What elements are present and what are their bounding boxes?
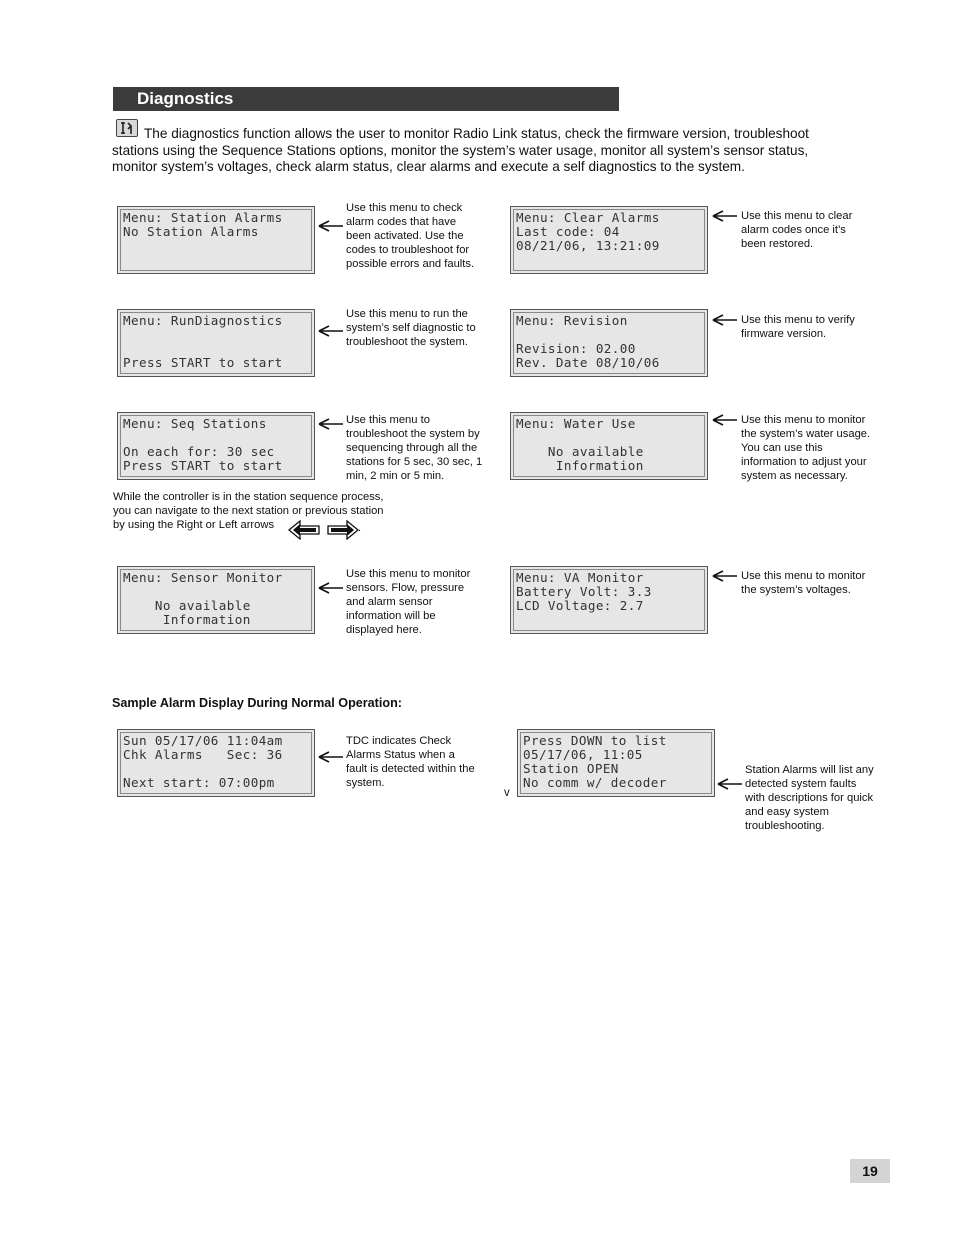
note-line: sequencing through all the xyxy=(346,442,478,454)
lcd-line: Battery Volt: 3.3 xyxy=(516,584,652,599)
stray-mark: v xyxy=(504,787,510,799)
pointer-arrow-icon xyxy=(318,325,344,337)
pointer-arrow-icon xyxy=(712,210,738,222)
lcd-line: Chk Alarms Sec: 36 xyxy=(123,747,283,762)
lcd-line: Information xyxy=(123,612,251,627)
note-clear-alarms xyxy=(741,209,852,251)
intro-paragraph xyxy=(112,126,842,176)
intro-line: monitor system’s voltages, check alarm status, clear alarms and execute a self diagnostics to the system. xyxy=(112,159,745,174)
note-sensor-monitor xyxy=(346,567,470,637)
note-seq-stations xyxy=(346,413,482,483)
note-line: information to adjust your xyxy=(741,456,867,468)
intro-line-text: The diagnostics function allows the user to monitor Radio Link status, check the firmware version, troubleshoot xyxy=(144,126,809,141)
lcd-line: Menu: Seq Stations xyxy=(123,416,267,431)
nav-line: by using the Right or Left arrows xyxy=(113,519,275,531)
lcd-line: No comm w/ decoder xyxy=(523,775,667,790)
note-sample-list xyxy=(745,763,874,833)
lcd-line: Press DOWN to list xyxy=(523,733,667,748)
note-line: Use this menu to clear xyxy=(741,210,853,222)
lcd-revision xyxy=(510,309,708,377)
note-line: troubleshoot the system by xyxy=(346,428,480,440)
note-water-use xyxy=(741,413,870,483)
navigation-note xyxy=(113,490,413,532)
note-sample-tdc xyxy=(346,734,475,790)
note-line: stations for 5 sec, 30 sec, 1 xyxy=(346,456,483,468)
lcd-line xyxy=(516,431,707,445)
note-line: Alarms Status when a xyxy=(346,749,455,761)
page-number: 19 xyxy=(850,1159,890,1183)
lcd-line: Station OPEN xyxy=(523,761,619,776)
nav-line: While the controller is in the station sequence process, xyxy=(113,491,384,503)
note-run-diagnostics xyxy=(346,307,476,349)
pointer-arrow-icon xyxy=(318,418,344,430)
note-line: codes to troubleshoot for xyxy=(346,244,470,256)
note-line: troubleshooting. xyxy=(745,820,825,832)
lcd-line xyxy=(516,253,707,267)
lcd-run-diagnostics xyxy=(117,309,315,377)
note-line: possible errors and faults. xyxy=(346,258,475,270)
pointer-arrow-icon xyxy=(712,570,738,582)
lcd-line: Information xyxy=(516,458,644,473)
note-line: Use this menu to run the xyxy=(346,308,468,320)
lcd-line: Menu: Water Use xyxy=(516,416,636,431)
note-line: alarm codes that have xyxy=(346,216,457,228)
pointer-arrow-icon xyxy=(318,582,344,594)
lcd-va-monitor xyxy=(510,566,708,634)
lcd-line xyxy=(123,585,314,599)
note-line: firmware version. xyxy=(741,328,827,340)
note-line: Use this menu to monitor xyxy=(346,568,471,580)
note-line: information will be xyxy=(346,610,436,622)
lcd-line: Menu: Clear Alarms xyxy=(516,210,660,225)
lcd-line: Revision: 02.00 xyxy=(516,341,636,356)
note-line: system. xyxy=(346,777,385,789)
note-line: system’s self diagnostic to xyxy=(346,322,476,334)
sample-heading: Sample Alarm Display During Normal Operation: xyxy=(112,696,402,710)
nav-line: you can navigate to the next station or previous station xyxy=(113,505,384,517)
lcd-water-use xyxy=(510,412,708,480)
section-title: Diagnostics xyxy=(137,89,234,108)
note-line: system as necessary. xyxy=(741,470,848,482)
lcd-line: No Station Alarms xyxy=(123,224,259,239)
note-line: troubleshoot the system. xyxy=(346,336,468,348)
lcd-line: Next start: 07:00pm xyxy=(123,775,275,790)
note-line: and easy system xyxy=(745,806,829,818)
lcd-line xyxy=(123,328,314,342)
lcd-line xyxy=(123,431,314,445)
note-line: with descriptions for quick xyxy=(745,792,874,804)
lcd-line: Menu: Sensor Monitor xyxy=(123,570,283,585)
note-station-alarms xyxy=(346,201,474,271)
lcd-line: Sun 05/17/06 11:04am xyxy=(123,733,283,748)
lcd-line: LCD Voltage: 2.7 xyxy=(516,598,644,613)
note-line: sensors. Flow, pressure xyxy=(346,582,465,594)
lcd-line: 08/21/06, 13:21:09 xyxy=(516,238,660,253)
note-line: the system’s voltages. xyxy=(741,584,851,596)
note-line: Use this menu to check xyxy=(346,202,463,214)
lcd-line: Press START to start xyxy=(123,355,283,370)
note-va-monitor xyxy=(741,569,865,597)
lcd-line xyxy=(123,239,314,253)
lcd-line xyxy=(516,613,707,627)
lcd-line: On each for: 30 sec xyxy=(123,444,275,459)
lcd-clear-alarms xyxy=(510,206,708,274)
nav-suffix: . xyxy=(358,522,362,534)
lcd-line: Menu: Station Alarms xyxy=(123,210,283,225)
lcd-sample-tdc xyxy=(117,729,315,797)
lcd-sensor-monitor xyxy=(117,566,315,634)
lcd-line: No available xyxy=(123,598,251,613)
note-line: Use this menu to monitor xyxy=(741,570,866,582)
pointer-arrow-icon xyxy=(712,414,738,426)
lcd-line: Press START to start xyxy=(123,458,283,473)
pointer-arrow-icon xyxy=(318,220,344,232)
note-line: the system’s water usage. xyxy=(741,428,871,440)
lcd-line: No available xyxy=(516,444,644,459)
note-line: and alarm sensor xyxy=(346,596,433,608)
lcd-line xyxy=(123,342,314,356)
lcd-sample-list xyxy=(517,729,715,797)
note-line: displayed here. xyxy=(346,624,422,636)
lcd-station-alarms xyxy=(117,206,315,274)
lcd-line: Menu: RunDiagnostics xyxy=(123,313,283,328)
intro-line: stations using the Sequence Stations options, monitor the system’s water usage, monitor all system’s sensor status, xyxy=(112,142,809,158)
note-revision xyxy=(741,313,855,341)
pointer-arrow-icon xyxy=(717,778,743,790)
note-line: min, 2 min or 5 min. xyxy=(346,470,445,482)
note-line: detected system faults xyxy=(745,778,857,790)
section-header xyxy=(113,87,619,111)
pointer-arrow-icon xyxy=(712,314,738,326)
note-line: fault is detected within the xyxy=(346,763,475,775)
lcd-line xyxy=(516,328,707,342)
lcd-line xyxy=(123,762,314,776)
lcd-line: Last code: 04 xyxy=(516,224,620,239)
lcd-line: Menu: VA Monitor xyxy=(516,570,644,585)
lcd-seq-stations xyxy=(117,412,315,480)
intro-line xyxy=(112,126,842,143)
pointer-arrow-icon xyxy=(318,751,344,763)
lcd-line: Menu: Revision xyxy=(516,313,628,328)
note-line: Use this menu to xyxy=(346,414,430,426)
lcd-line: Rev. Date 08/10/06 xyxy=(516,355,660,370)
note-line: Station Alarms will list any xyxy=(745,764,874,776)
right-arrow-icon xyxy=(323,520,362,540)
lcd-line: 05/17/06, 11:05 xyxy=(523,747,643,762)
note-line: Use this menu to monitor xyxy=(741,414,866,426)
note-line: You can use this xyxy=(741,442,823,454)
note-line: been restored. xyxy=(741,238,814,250)
note-line: TDC indicates Check xyxy=(346,735,452,747)
note-line: Use this menu to verify xyxy=(741,314,855,326)
note-line: alarm codes once it’s xyxy=(741,224,846,236)
lcd-line xyxy=(123,253,314,267)
note-line: been activated. Use the xyxy=(346,230,464,242)
